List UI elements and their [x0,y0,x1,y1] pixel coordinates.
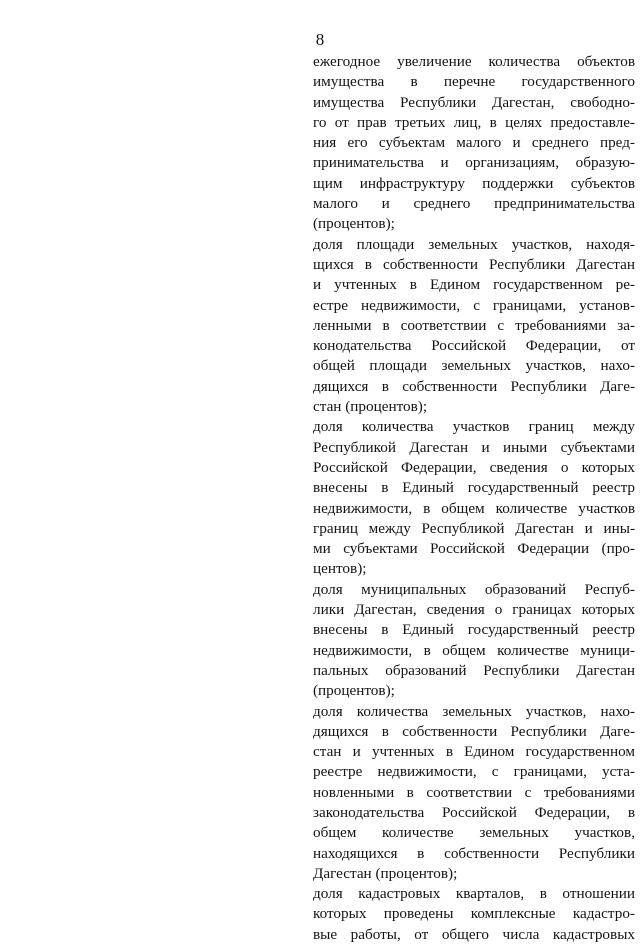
text-line: малого и среднего предпринимательства [313,195,635,213]
text-line: доля количества земельных участков, нахо- [313,702,635,720]
text-line: находящихся в собственности Республики [313,844,635,862]
text-line: щим инфраструктуру поддержки субъектов [313,174,635,192]
text-line: доля количества участков границ между [313,418,635,436]
text-line: недвижимости, в общем количестве муници- [313,641,635,659]
text-line: доля площади земельных участков, находя- [313,235,635,253]
text-line: принимательства и организациям, образую- [313,154,635,172]
text-line: реестре недвижимости, с границами, уста- [313,763,635,781]
text-line: внесены в Единый государственный реестр [313,479,635,497]
page-number: 8 [315,30,325,49]
text-line: общем количестве земельных участков, [313,824,635,842]
text-line: конодательства Российской Федерации, от [313,337,635,355]
text-line: новленными в соответствии с требованиями [313,783,635,801]
text-line: естре недвижимости, с границами, установ- [313,296,635,314]
text-line: стан (процентов); [313,398,428,416]
text-line: Дагестан (процентов); [313,864,458,882]
document-body [313,52,635,945]
text-line: имущества Республики Дагестан, свободно- [313,93,635,111]
text-line: доля кадастровых кварталов, в отношении [313,885,635,903]
text-line: ежегодное увеличение количества объектов [313,53,635,70]
text-line: общей площади земельных участков, нахо- [313,357,635,375]
text-line: Республикой Дагестан и иными субъектами [313,438,635,456]
text-line: недвижимости, в общем количестве участков [313,499,635,517]
text-line: дящихся в собственности Республики Даге- [313,722,635,740]
text-line: го от прав третьих лиц, в целях предоставле- [313,113,635,131]
text-line: ми субъектами Российской Федерации (про- [313,540,635,558]
text-line: имущества в перечне государственного [313,73,635,91]
text-line: щихся в собственности Республики Дагестан [313,255,635,273]
text-line: (процентов); [313,215,395,233]
text-line: границ между Республикой Дагестан и ины- [313,519,635,537]
text-line: (процентов); [313,682,395,700]
text-line: лики Дагестан, сведения о границах которых [313,601,635,619]
text-line: внесены в Единый государственный реестр [313,621,635,639]
text-line: центов); [313,560,367,578]
text-line: доля муниципальных образований Респуб- [313,580,635,598]
text-line: Российской Федерации, сведения о которых [313,458,635,476]
text-line: пальных образований Республики Дагестан [313,661,635,679]
text-line: законодательства Российской Федерации, в [313,803,635,821]
text-line: ленными в соответствии с требованиями за- [313,316,635,334]
text-line: и учтенных в Едином государственном ре- [313,276,635,294]
text-line: дящихся в собственности Республики Даге- [313,377,635,395]
text-line: ния его субъектам малого и среднего пред- [313,134,635,152]
text-line: вые работы, от общего числа кадастровых [313,925,635,943]
text-line: стан и учтенных в Едином государственном [313,743,635,761]
text-line: которых проведены комплексные кадастро- [313,905,635,923]
